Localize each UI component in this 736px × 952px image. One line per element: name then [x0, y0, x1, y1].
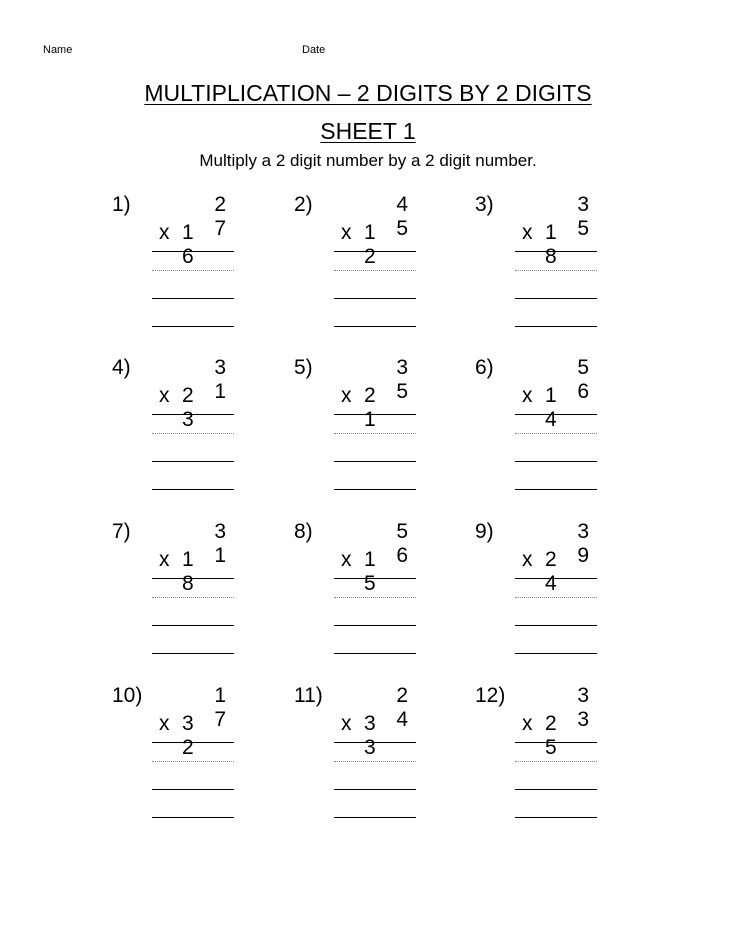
answer-line[interactable]: [515, 461, 597, 462]
dotted-line: [334, 433, 416, 434]
multiplier: 1 8: [545, 221, 565, 268]
answer-line[interactable]: [515, 817, 597, 818]
dotted-line: [152, 761, 234, 762]
problem-9: [475, 520, 605, 680]
problem-number: 8): [294, 520, 313, 543]
problem-12: [475, 684, 605, 844]
multiplicand: 5 6: [577, 356, 597, 403]
multiplier-row: [152, 221, 234, 268]
problem-number: 7): [112, 520, 131, 543]
times-sign: x: [159, 712, 170, 735]
multiplicand: 2 7: [214, 193, 234, 240]
multiplier-row: [152, 384, 234, 431]
multiplier-row: [515, 712, 597, 759]
dotted-line: [152, 597, 234, 598]
answer-line[interactable]: [334, 298, 416, 299]
multiplier: 2 3: [182, 384, 202, 431]
multiplicand: 2 4: [396, 684, 416, 731]
answer-line[interactable]: [334, 461, 416, 462]
multiplier-row: [152, 712, 234, 759]
times-sign: x: [522, 221, 533, 244]
times-sign: x: [522, 384, 533, 407]
multiplier: 1 8: [182, 548, 202, 595]
multiplier-row: [334, 548, 416, 595]
problem-number: 6): [475, 356, 494, 379]
answer-line[interactable]: [515, 298, 597, 299]
multiplier: 1 5: [364, 548, 384, 595]
problem-number: 5): [294, 356, 313, 379]
answer-line[interactable]: [334, 326, 416, 327]
multiplier-row: [152, 548, 234, 595]
problem-number: 11): [294, 684, 323, 707]
multiplier-row: [515, 548, 597, 595]
answer-line[interactable]: [334, 653, 416, 654]
multiplicand: 3 5: [396, 356, 416, 403]
dotted-line: [515, 270, 597, 271]
multiplicand: 3 3: [577, 684, 597, 731]
dotted-line: [515, 597, 597, 598]
dotted-line: [152, 433, 234, 434]
multiplier: 2 4: [545, 548, 565, 595]
dotted-line: [334, 597, 416, 598]
multiplier-row: [334, 221, 416, 268]
times-sign: x: [341, 712, 352, 735]
answer-line[interactable]: [515, 489, 597, 490]
multiplicand: 5 6: [396, 520, 416, 567]
problem-7: [112, 520, 242, 680]
answer-line[interactable]: [152, 625, 234, 626]
problem-3: [475, 193, 605, 353]
multiplier: 1 4: [545, 384, 565, 431]
dotted-line: [334, 761, 416, 762]
multiplicand: 3 5: [577, 193, 597, 240]
answer-line[interactable]: [152, 653, 234, 654]
problem-8: [294, 520, 424, 680]
times-sign: x: [522, 712, 533, 735]
multiplier-row: [334, 384, 416, 431]
multiplicand: 3 9: [577, 520, 597, 567]
multiplier-row: [334, 712, 416, 759]
sheet-title: SHEET 1: [320, 118, 416, 144]
multiplier-row: [515, 221, 597, 268]
multiplier: 1 2: [364, 221, 384, 268]
problem-number: 12): [475, 684, 506, 707]
dotted-line: [515, 433, 597, 434]
problem-11: [294, 684, 424, 844]
answer-line[interactable]: [515, 625, 597, 626]
problem-10: [112, 684, 242, 844]
problem-2: [294, 193, 424, 353]
answer-line[interactable]: [152, 817, 234, 818]
times-sign: x: [341, 548, 352, 571]
problem-number: 1): [112, 193, 131, 216]
answer-line[interactable]: [334, 817, 416, 818]
dotted-line: [334, 270, 416, 271]
answer-line[interactable]: [152, 461, 234, 462]
date-label: Date: [302, 44, 326, 56]
answer-line[interactable]: [515, 326, 597, 327]
problem-6: [475, 356, 605, 516]
answer-line[interactable]: [334, 489, 416, 490]
instruction-text: Multiply a 2 digit number by a 2 digit number.: [199, 151, 537, 170]
multiplier: 3 3: [364, 712, 384, 759]
multiplicand: 4 5: [396, 193, 416, 240]
problem-number: 10): [112, 684, 143, 707]
problem-number: 3): [475, 193, 494, 216]
dotted-line: [515, 761, 597, 762]
multiplier: 2 1: [364, 384, 384, 431]
answer-line[interactable]: [152, 326, 234, 327]
multiplicand: 3 1: [214, 356, 234, 403]
problem-number: 9): [475, 520, 494, 543]
answer-line[interactable]: [515, 653, 597, 654]
dotted-line: [152, 270, 234, 271]
problem-number: 4): [112, 356, 131, 379]
answer-line[interactable]: [152, 489, 234, 490]
times-sign: x: [341, 384, 352, 407]
multiplier: 2 5: [545, 712, 565, 759]
answer-line[interactable]: [334, 625, 416, 626]
answer-line[interactable]: [515, 789, 597, 790]
name-label: Name: [43, 44, 73, 56]
problem-4: [112, 356, 242, 516]
answer-line[interactable]: [152, 789, 234, 790]
times-sign: x: [522, 548, 533, 571]
answer-line[interactable]: [334, 789, 416, 790]
times-sign: x: [341, 221, 352, 244]
answer-line[interactable]: [152, 298, 234, 299]
multiplier: 3 2: [182, 712, 202, 759]
problem-5: [294, 356, 424, 516]
multiplicand: 1 7: [214, 684, 234, 731]
page-title: MULTIPLICATION – 2 DIGITS BY 2 DIGITS: [144, 80, 592, 106]
times-sign: x: [159, 548, 170, 571]
problem-number: 2): [294, 193, 313, 216]
problem-1: [112, 193, 242, 353]
multiplicand: 3 1: [214, 520, 234, 567]
multiplier: 1 6: [182, 221, 202, 268]
times-sign: x: [159, 384, 170, 407]
multiplier-row: [515, 384, 597, 431]
times-sign: x: [159, 221, 170, 244]
